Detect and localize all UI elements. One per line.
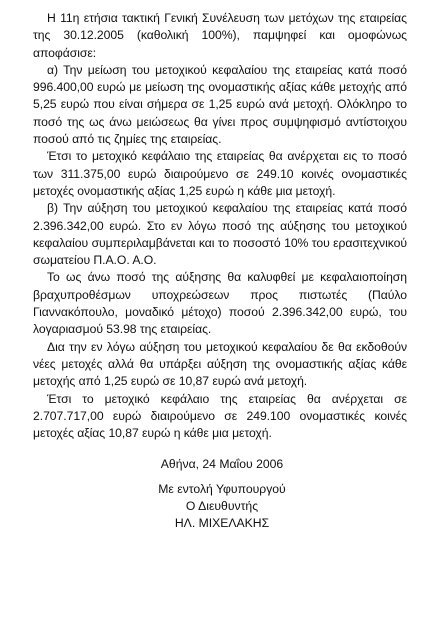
paragraph-increase-coverage: Το ως άνω ποσό της αύξησης θα καλυφθεί με κεφαλαιοποίηση βραχυπροθέσμων υποχρεώσεων προς πιστωτές (Παύλο Γιαννακόπουλο, μοναδικό μέτοχο) ποσού 2.396.342,00 ευρώ, του λογαριασμού 53.98 της εταιρείας. <box>33 270 407 337</box>
paragraph-final-capital: Έτσι το μετοχικό κεφάλαιο της εταιρείας θα ανέρχεται σε 2.707.717,00 ευρώ διαιρούμενο σε 249.100 ονομαστικές κοινές μετοχές αξίας 10,87 ευρώ η κάθε μια μετοχή. <box>33 391 407 441</box>
signature-authority: Με εντολή Υφυπουργού <box>158 481 286 496</box>
paragraph-nominal-value-increase: Δια την εν λόγω αύξηση του μετοχικού κεφαλαίου δε θα εκδοθούν νέες μετοχές αλλά θα υπάρξει αύξηση της ονομαστικής αξίας κάθε μετοχής από 1,25 ευρώ σε 10,87 ευρώ ανά μετοχή. <box>33 339 407 389</box>
paragraph-intro: Η 11η ετήσια τακτική Γενική Συνέλευση των μετόχων της εταιρείας της 30.12.2005 (καθολική 100%), παμψηφεί και ομοφώνως αποφάσισε: <box>33 11 407 60</box>
document-body <box>33 10 407 533</box>
signature-title: Ο Διευθυντής <box>185 499 259 514</box>
paragraph-capital-after-reduction: Έτσι το μετοχικό κεφάλαιο της εταιρείας θα ανέρχεται εις το ποσό των 311.375,00 ευρώ διαιρούμενο σε 249.10 κοινές ονομαστικές μετοχές ονομαστικής αξίας 1,25 ευρώ η κάθε μια μετοχή. <box>33 149 407 198</box>
signature-name: ΗΛ. ΜΙΧΕΛΑΚΗΣ <box>174 516 270 531</box>
paragraph-capital-reduction: α) Την μείωση του μετοχικού κεφαλαίου της εταιρείας κατά ποσό 996.400,00 ευρώ με μείωση της ονομαστικής αξίας κάθε μετοχής από 5,25 ευρώ που είναι σήμερα σε 1,25 ευρώ ανά μετοχή. Ολόκληρο το ποσό της ως άνω μειώσεως θα γίνει προς συμψηφισμό αντίστοιχου ποσού από τις ζημίες της εταιρείας. <box>33 62 407 147</box>
signature-block <box>33 481 407 533</box>
paragraph-capital-increase: β) Την αύξηση του μετοχικού κεφαλαίου της εταιρείας κατά ποσό 2.396.342,00 ευρώ. Στο εν λόγω ποσό της αύξησης του μετοχικού κεφαλαίου συμπεριλαμβάνεται και το ποσοστό 10% του ερασιτεχνικού σωματείου Π.Α.Ο. Α.Ο. <box>33 201 407 268</box>
date-line: Αθήνα, 24 Μαΐου 2006 <box>160 457 284 472</box>
